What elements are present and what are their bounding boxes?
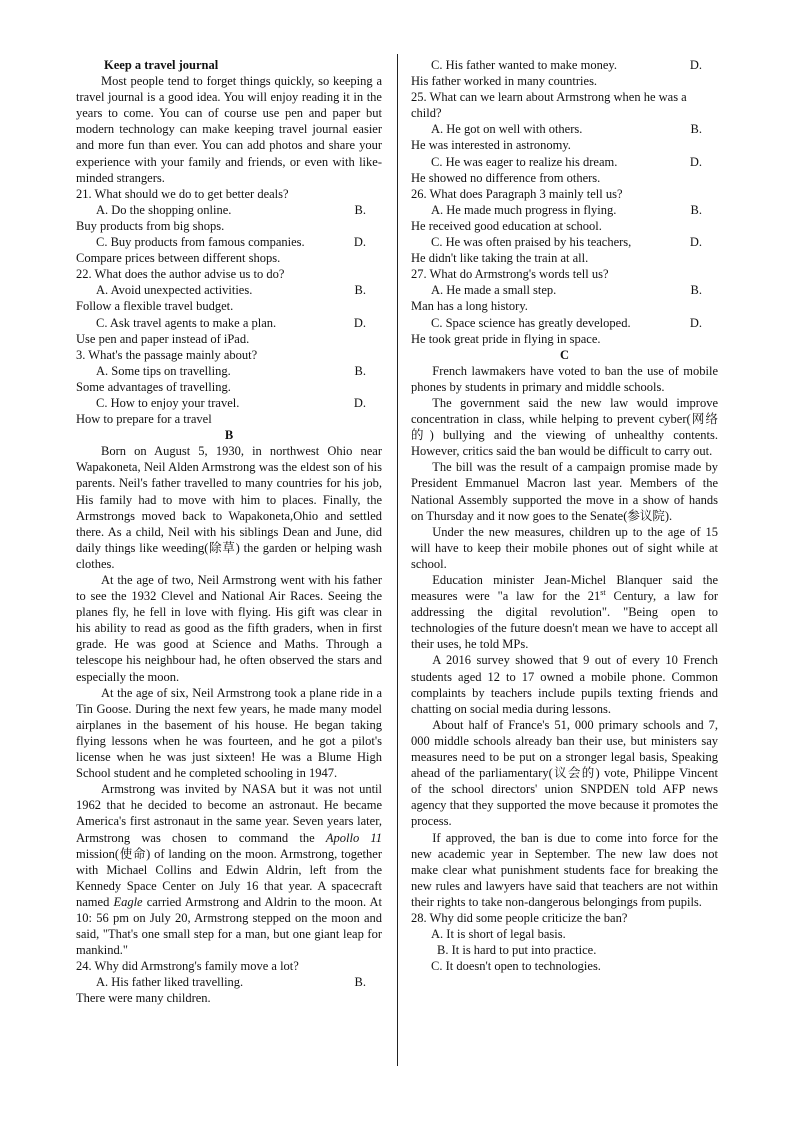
option-22a[interactable]: A. Avoid unexpected activities.: [96, 283, 253, 298]
option-21b-letter[interactable]: B.: [354, 202, 366, 217]
passage-b-paragraph-4: [76, 781, 382, 958]
question-24-options-ab: [76, 974, 382, 990]
passage-c-paragraph-4: Under the new measures, children up to the age of 15 will have to keep their mobile phones out of sight while at school.: [411, 524, 718, 571]
question-27: 27. What do Armstrong's words tell us?: [411, 267, 609, 282]
option-23b-letter[interactable]: B.: [354, 363, 366, 378]
passage-c-paragraph-5: [411, 572, 718, 652]
passage-c-paragraph-7: About half of France's 51, 000 primary schools and 7, 000 middle schools already ban their use, but ministers say measures need to be put on a stronger legal basis, Speaking ahead of the parliamentary(议会的) vote, Philippe Vincent of the school directors' union SNPDEN told AFP news agency that they supported the move because it promotes the process.: [411, 717, 718, 829]
eagle-title: Eagle: [113, 894, 143, 909]
option-22b[interactable]: Follow a flexible travel budget.: [76, 299, 234, 314]
option-26c[interactable]: C. He was often praised by his teachers,: [431, 235, 632, 250]
option-27b[interactable]: Man has a long history.: [411, 299, 528, 314]
option-21d[interactable]: Compare prices between different shops.: [76, 251, 281, 266]
option-27a[interactable]: A. He made a small step.: [431, 283, 557, 298]
question-21-options-ab: [76, 202, 382, 218]
option-26b-letter[interactable]: B.: [690, 202, 702, 217]
question-23-options-ab: [76, 363, 382, 379]
passage-c-paragraph-3: The bill was the result of a campaign promise made by President Emmanuel Macron last year. Members of the National Assembly supported the move in a show of hands on Thursday and it now goes to the Senate(参议院).: [411, 460, 718, 523]
paragraph-4-text-middle: mission(使命) of landing on the moon. Armstrong, together with Michael Collins and Edwin Aldrin, left from the Kennedy Space Center on July 16 that year. A spacecraft named: [76, 846, 382, 909]
option-28a[interactable]: A. It is short of legal basis.: [431, 927, 566, 942]
option-24d[interactable]: His father worked in many countries.: [411, 74, 598, 89]
option-25d[interactable]: He showed no difference from others.: [411, 170, 601, 185]
option-24a[interactable]: A. His father liked travelling.: [96, 975, 244, 990]
option-28c[interactable]: C. It doesn't open to technologies.: [431, 959, 601, 974]
option-21a[interactable]: A. Do the shopping online.: [96, 202, 232, 217]
question-27-options-cd: [411, 315, 718, 331]
option-27b-letter[interactable]: B.: [690, 283, 702, 298]
option-23d[interactable]: How to prepare for a travel: [76, 412, 212, 427]
option-21c[interactable]: C. Buy products from famous companies.: [96, 235, 305, 250]
passage-c-paragraph-8: If approved, the ban is due to come into force for the new academic year in September. The new law does not make clear what punishment students face for breaking the new rules and lawyers have said that teachers are not within their rights to take non-dangerous belongings from pupils.: [411, 830, 718, 909]
question-24-options-cd: [411, 57, 718, 73]
column-divider: [397, 54, 398, 1066]
question-22-options-ab: [76, 282, 382, 298]
passage-b-paragraph-2: At the age of two, Neil Armstrong went with his father to see the 1932 Clevel and National Air Races. Seeing the planes fly, he fell in love with flying. His gift was clear in his ability to read as good as the fifth graders, when in first grade. He was good at Science and Maths. Through a telescope his neighbour had, he often observed the stars and especially the moon.: [76, 573, 382, 684]
option-24d-letter[interactable]: D.: [689, 58, 702, 72]
option-22d[interactable]: Use pen and paper instead of iPad.: [76, 331, 250, 346]
option-26d-letter[interactable]: D.: [689, 235, 702, 250]
option-25b-letter[interactable]: B.: [690, 122, 702, 137]
right-column: [411, 57, 718, 974]
question-24: 24. Why did Armstrong's family move a lot?: [76, 959, 299, 974]
option-23b[interactable]: Some advantages of travelling.: [76, 379, 231, 394]
question-25-options-ab: [411, 121, 718, 137]
question-26-options-cd: [411, 234, 718, 250]
question-23-options-cd: [76, 395, 382, 411]
option-26a[interactable]: A. He made much progress in flying.: [431, 202, 617, 217]
paragraph-5-text-end: Century, a law for addressing the digital revolution". "Being open to technologies of the future doesn't mean we have to accept all their uses, he told MPs.: [411, 589, 718, 652]
question-27-options-ab: [411, 282, 718, 298]
option-24b[interactable]: There were many children.: [76, 991, 211, 1006]
passage-c-paragraph-2: The government said the new law would improve concentration in class, while helping to prevent cyber(网络的) bullying and the viewing of unhealthy contents. However, critics said the ban would be difficult to carry out.: [411, 395, 718, 459]
question-26-options-ab: [411, 202, 718, 218]
option-23a[interactable]: A. Some tips on travelling.: [96, 363, 231, 378]
question-25: 25. What can we learn about Armstrong when he was a child?: [411, 90, 687, 121]
option-23c[interactable]: C. How to enjoy your travel.: [96, 395, 240, 410]
option-25d-letter[interactable]: D.: [689, 154, 702, 169]
option-24c[interactable]: C. His father wanted to make money.: [431, 58, 617, 72]
passage-b-paragraph-3: At the age of six, Neil Armstrong took a plane ride in a Tin Goose. During the next few years, he made many model airplanes in the basement of his house. He began taking flying lessons when he was fourteen, and he got a pilot's license when he was just sixteen! He was a Blume High School student and he completed schooling in 1947.: [76, 685, 382, 781]
option-26b[interactable]: He received good education at school.: [411, 218, 602, 233]
passage-b-paragraph-1: Born on August 5, 1930, in northwest Ohio near Wapakoneta, Neil Alden Armstrong was the eldest son of his parents. Neil's father travelled to many countries for his job, His family had to move with him to places. Finally, the Armstrongs moved back to Wapakoneta,Ohio and settled there. As a child, Neil with his siblings Dean and June, did daily things like weeding(除草) the garden or helping wash clothes.: [76, 444, 382, 571]
passage-title: Keep a travel journal: [104, 58, 219, 72]
option-27d[interactable]: He took great pride in flying in space.: [411, 331, 601, 346]
option-24b-letter[interactable]: B.: [354, 975, 366, 990]
paragraph-4-text-end: carried Armstrong and Aldrin to the moon. At 10: 56 pm on July 20, Armstrong stepped on the moon and said, "That's one small step for a man, but one giant leap for mankind.": [76, 894, 383, 958]
question-21: 21. What should we do to get better deals?: [76, 186, 289, 201]
question-25-options-cd: [411, 154, 718, 170]
option-25a[interactable]: A. He got on well with others.: [431, 122, 583, 137]
option-22d-letter[interactable]: D.: [353, 315, 366, 330]
question-22-options-cd: [76, 315, 382, 331]
option-21d-letter[interactable]: D.: [353, 235, 366, 250]
option-25b[interactable]: He was interested in astronomy.: [411, 138, 571, 153]
option-21b[interactable]: Buy products from big shops.: [76, 218, 225, 233]
paragraph-5-text-start: Education minister Jean-Michel Blanquer said the measures were "a law for the 21: [411, 573, 718, 604]
option-23d-letter[interactable]: D.: [353, 395, 366, 410]
option-25c[interactable]: C. He was eager to realize his dream.: [431, 154, 618, 169]
option-22b-letter[interactable]: B.: [354, 283, 366, 298]
apollo-11-title: Apollo 11: [325, 830, 382, 845]
question-28: 28. Why did some people criticize the ban?: [411, 910, 628, 925]
option-27d-letter[interactable]: D.: [689, 315, 702, 330]
section-c-heading: C: [559, 347, 570, 362]
left-column: [76, 57, 382, 1007]
question-26: 26. What does Paragraph 3 mainly tell us?: [411, 186, 623, 201]
question-23: 3. What's the passage mainly about?: [76, 347, 258, 362]
option-27c[interactable]: C. Space science has greatly developed.: [431, 315, 631, 330]
question-22: 22. What does the author advise us to do?: [76, 267, 285, 282]
option-28b[interactable]: B. It is hard to put into practice.: [437, 943, 597, 958]
option-26d[interactable]: He didn't like taking the train at all.: [411, 251, 589, 266]
question-21-options-cd: [76, 234, 382, 250]
paragraph-4-text-start: Armstrong was invited by NASA but it was not until 1962 that he decided to become an astronaut. He became America's first astronaut in the same year. Seven years later, Armstrong was chosen to command the: [76, 782, 382, 845]
passage-c-paragraph-1: French lawmakers have voted to ban the use of mobile phones by students in primary and middle schools.: [411, 363, 718, 394]
section-b-heading: B: [224, 428, 234, 443]
passage-c-paragraph-6: A 2016 survey showed that 9 out of every 10 French students aged 12 to 17 owned a mobile phone. Common complaints by teachers include pupils texting friends and chatting on social media during lessons.: [411, 653, 718, 716]
passage-a-paragraph: Most people tend to forget things quickly, so keeping a travel journal is a good idea. You will enjoy reading it in the years to come. You can of course use pen and paper but modern technology can make keeping travel journal easier and more fun than ever. You can add photos and share your experience with your family and friends, or even with like-minded strangers.: [76, 74, 382, 185]
ordinal-superscript: st: [600, 587, 606, 597]
option-22c[interactable]: C. Ask travel agents to make a plan.: [96, 315, 277, 330]
